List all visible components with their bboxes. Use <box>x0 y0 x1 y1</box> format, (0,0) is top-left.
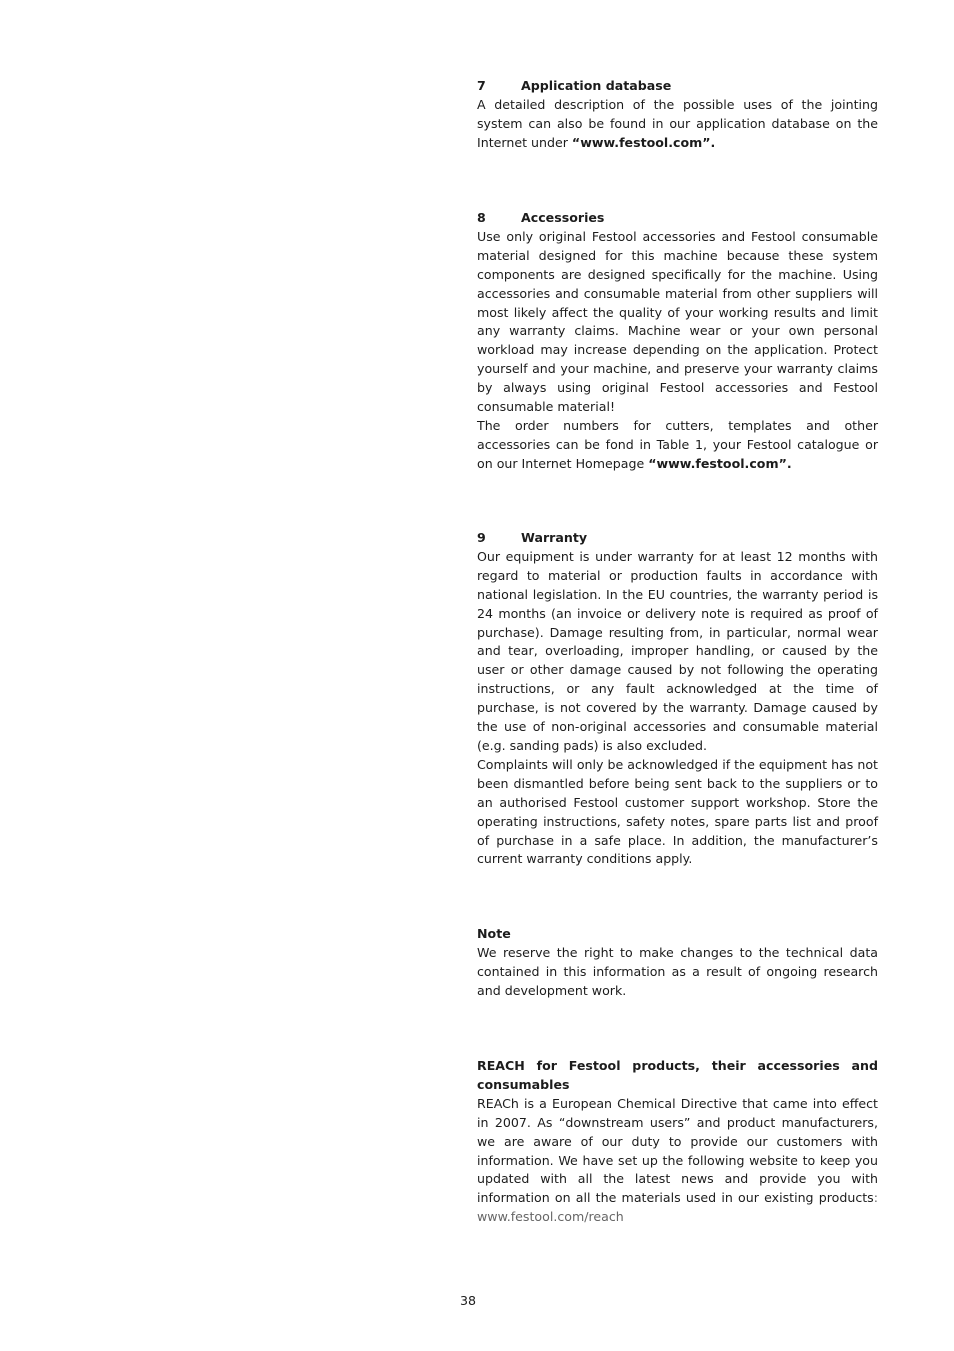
website-link[interactable]: “www.festool.com”. <box>648 455 792 471</box>
section-heading <box>477 529 878 548</box>
section-title: Accessories <box>521 210 605 225</box>
section-number: 8 <box>477 210 486 225</box>
section-paragraph <box>477 417 878 474</box>
section-warranty <box>477 529 878 869</box>
section-number: 7 <box>477 78 486 93</box>
website-link[interactable]: “www.festool.com”. <box>571 134 716 150</box>
section-paragraph <box>477 96 878 153</box>
section-paragraph: Complaints will only be acknowledged if the equipment has not been dismantled before being sent back to the suppliers or to an authorised Festool customer support workshop. Store the operating instructions, safety notes, spare parts list and proof of purchase in a safe place. In addition, the manufacturer’s current warranty conditions apply. <box>477 756 878 867</box>
section-number: 9 <box>477 530 486 545</box>
section-title: Application database <box>521 78 672 93</box>
section-title: Note <box>477 926 511 941</box>
page-number: 38 <box>460 1293 477 1308</box>
section-paragraph: Use only original Festool accessories and Festool consumable material designed for this machine because these system components are designed specifically for the machine. Using accessories and consumable material from other suppliers will most likely affect the quality of your working results and limit any warranty claims. Machine wear or your own personal workload may increase depending on the application. Protect yourself and your machine, and preserve your warranty claims by always using original Festool accessories and Festool consumable material! <box>477 228 878 415</box>
reach-website-link[interactable]: : www.festool.com/reach <box>477 1190 878 1225</box>
section-paragraph: We reserve the right to make changes to the technical data contained in this information as a result of ongoing research and development work. <box>477 944 878 998</box>
section-paragraph: Our equipment is under warranty for at least 12 months with regard to material or production faults in accordance with national legislation. In the EU countries, the warranty period is 24 months (an invoice or delivery note is required as proof of purchase). Damage resulting from, in particular, normal wear and tear, overloading, improper handling, or caused by the user or other damage caused by not following the operating instructions, or any fault acknowledged at the time of purchase, is not covered by the warranty. Damage caused by the use of non-original accessories and consumable material (e.g. sanding pads) is also excluded. <box>477 548 878 753</box>
section-paragraph <box>477 1095 878 1227</box>
section-accessories <box>477 209 878 474</box>
section-heading <box>477 209 878 228</box>
section-heading <box>477 925 878 944</box>
paragraph-text: The order numbers for cutters, templates and other accessories can be fond in Table 1, your Festool catalogue or on our Internet Homepage <box>477 417 878 471</box>
section-application-database <box>477 77 878 153</box>
section-note <box>477 925 878 1001</box>
section-heading <box>477 77 878 96</box>
section-title: REACH for Festool products, their accessories and consumables <box>477 1058 878 1092</box>
paragraph-text: REACh is a European Chemical Directive that came into effect in 2007. As “downstream users” and product manufacturers, we are aware of our duty to provide our customers with information. We have set up the following website to keep you updated with all the latest news and provide you with information on all the materials used in our existing products <box>477 1095 878 1206</box>
paragraph-text: A detailed description of the possible uses of the jointing system can also be found in our application database on the Internet under <box>477 96 878 150</box>
section-reach <box>477 1057 878 1227</box>
section-title: Warranty <box>521 530 588 545</box>
